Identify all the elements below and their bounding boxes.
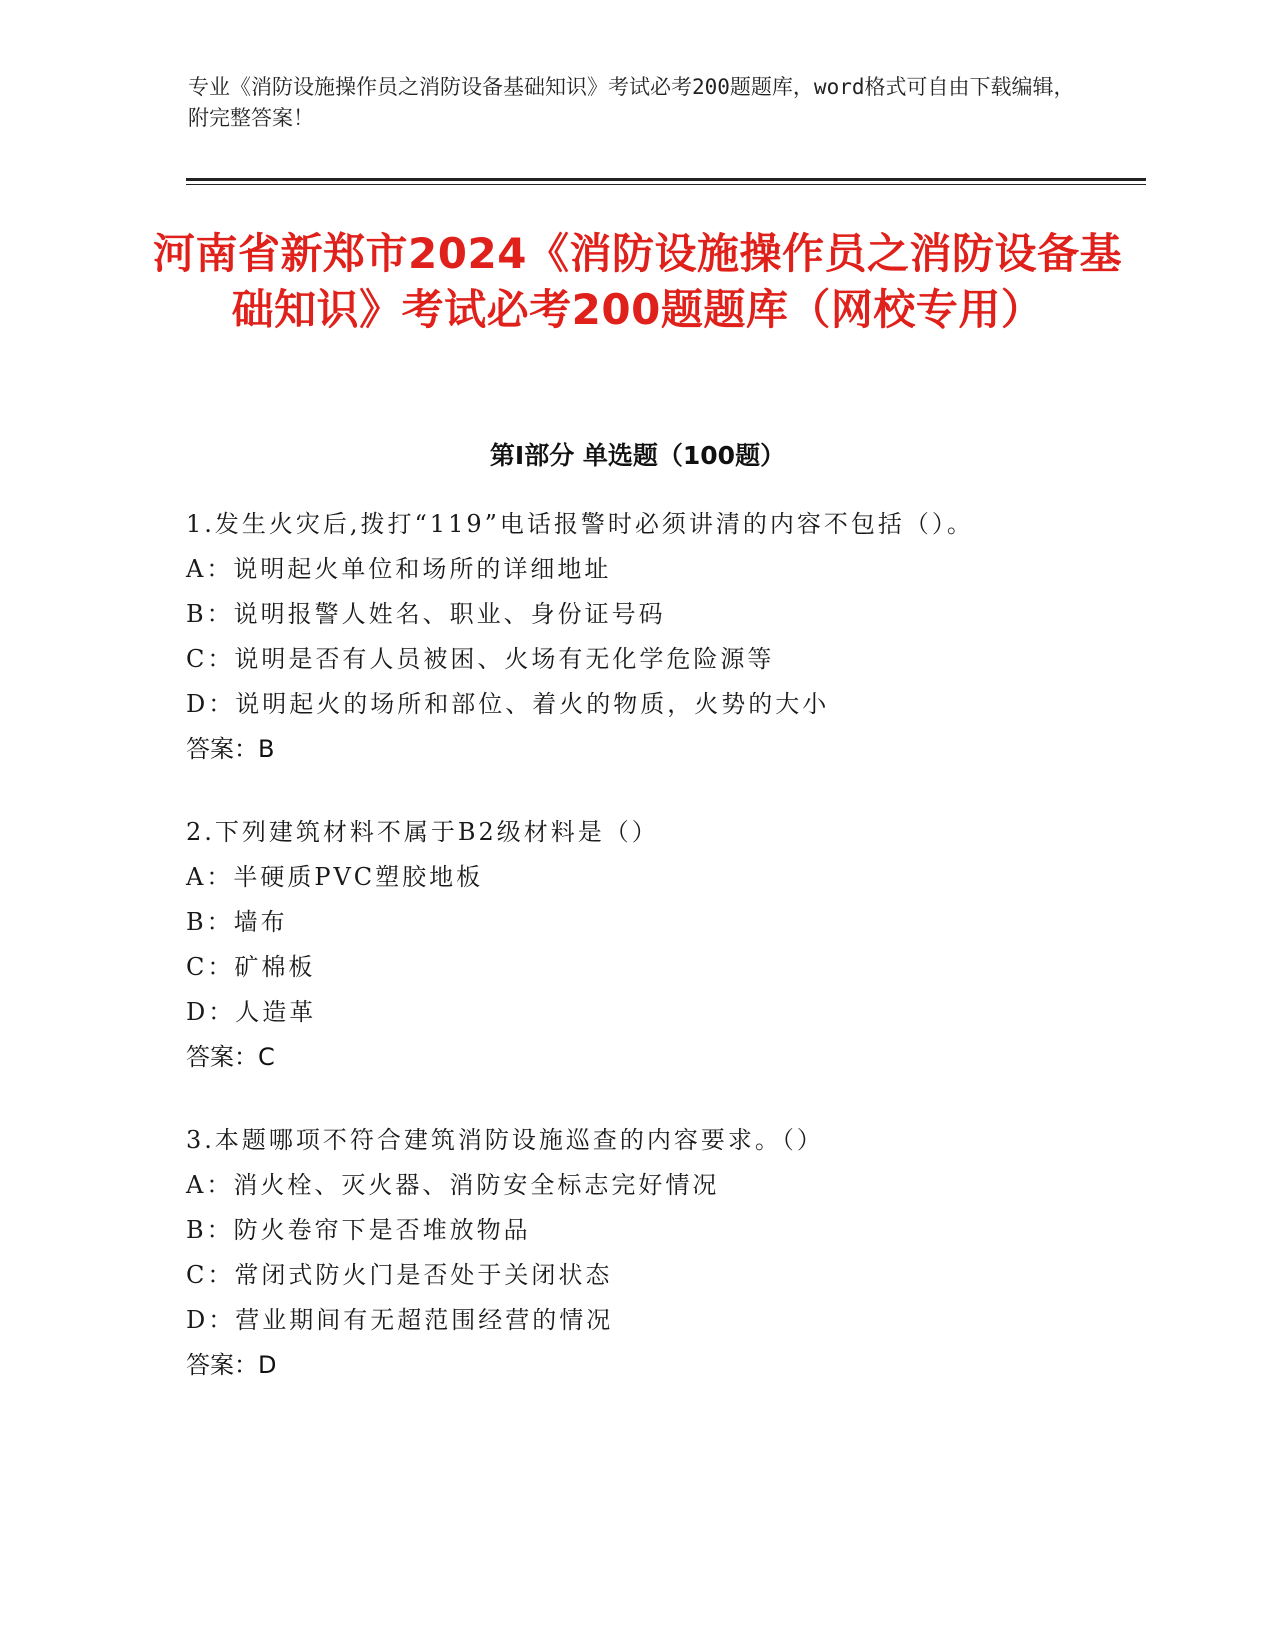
question-3	[186, 1118, 1166, 1388]
option-a: A：说明起火单位和场所的详细地址	[186, 555, 612, 583]
header-divider-thin	[186, 184, 1146, 185]
option-a: A：半硬质PVC塑胶地板	[186, 863, 484, 891]
option-d: D：人造革	[186, 998, 317, 1026]
option-c: C：说明是否有人员被困、火场有无化学危险源等	[186, 645, 775, 673]
answer-line: 答案：B	[186, 735, 275, 763]
option-d: D：营业期间有无超范围经营的情况	[186, 1306, 614, 1334]
question-stem: 3.本题哪项不符合建筑消防设施巡查的内容要求。（）	[186, 1126, 824, 1154]
question-1	[186, 502, 1166, 772]
option-d: D：说明起火的场所和部位、着火的物质，火势的大小	[186, 690, 830, 718]
header-divider-thick	[186, 178, 1146, 181]
option-b: B：说明报警人姓名、职业、身份证号码	[186, 600, 666, 628]
option-b: B：墙布	[186, 908, 288, 936]
option-b: B：防火卷帘下是否堆放物品	[186, 1216, 531, 1244]
question-stem: 1.发生火灾后,拨打“119”电话报警时必须讲清的内容不包括（）。	[186, 510, 974, 538]
question-stem: 2.下列建筑材料不属于B2级材料是（）	[186, 818, 659, 846]
option-c: C：矿棉板	[186, 953, 316, 981]
option-a: A：消火栓、灭火器、消防安全标志完好情况	[186, 1171, 720, 1199]
question-2	[186, 810, 1166, 1080]
document-title: 河南省新郑市2024《消防设施操作员之消防设备基础知识》考试必考200题题库（网校专用）	[153, 229, 1122, 334]
section-title: 第I部分 单选题（100题）	[489, 441, 786, 470]
option-c: C：常闭式防火门是否处于关闭状态	[186, 1261, 613, 1289]
header-note: 专业《消防设施操作员之消防设备基础知识》考试必考200题题库，word格式可自由下载编辑，附完整答案！	[188, 75, 1075, 130]
answer-line: 答案：C	[186, 1043, 275, 1071]
answer-line: 答案：D	[186, 1351, 277, 1379]
